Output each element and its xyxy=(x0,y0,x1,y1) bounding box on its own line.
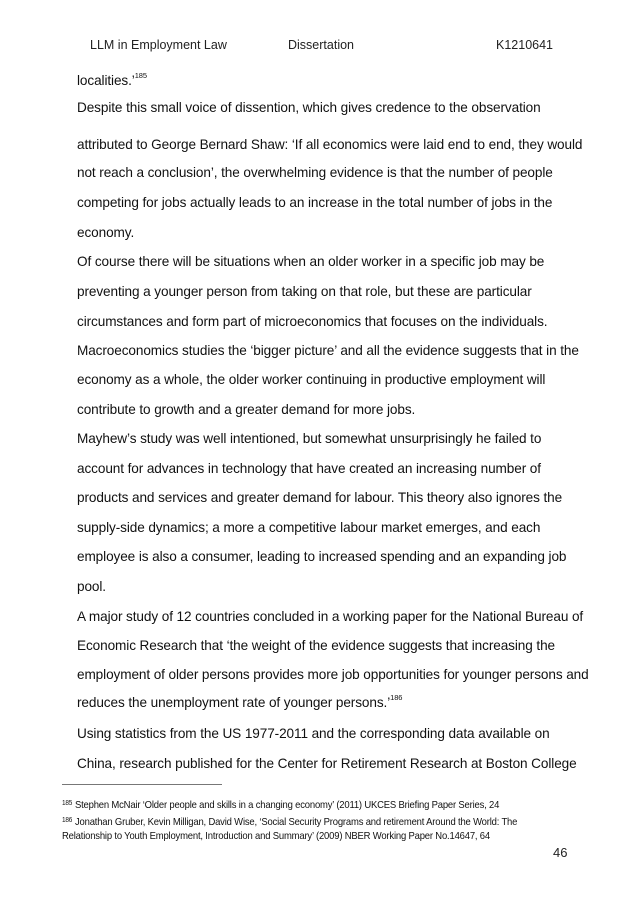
text-line: Of course there will be situations when an older worker in a specific job may be xyxy=(77,254,545,269)
page-header xyxy=(0,38,638,54)
text-line: employment of older persons provides more job opportunities for younger persons and xyxy=(77,667,589,682)
text-line: account for advances in technology that have created an increasing number of xyxy=(77,461,541,476)
text-line: products and services and greater demand for labour. This theory also ignores the xyxy=(77,490,563,505)
text-line: not reach a conclusion’, the overwhelming evidence is that the number of people xyxy=(77,165,553,180)
text-line: competing for jobs actually leads to an increase in the total number of jobs in the xyxy=(77,195,553,210)
footnote-text: Jonathan Gruber, Kevin Milligan, David Wise, ‘Social Security Programs and retirement Around the World: The xyxy=(74,817,518,828)
text-line: economy. xyxy=(77,225,135,240)
footnote-number: 185 xyxy=(62,800,73,807)
header-student-id: K1210641 xyxy=(496,38,554,52)
text-line: employee is also a consumer, leading to increased spending and an expanding job xyxy=(77,549,567,564)
header-document-type: Dissertation xyxy=(288,38,354,52)
footnote-186 xyxy=(62,817,517,828)
text-line: Economic Research that ‘the weight of the evidence suggests that increasing the xyxy=(77,638,555,653)
page-number: 46 xyxy=(553,845,568,860)
footnote-186-continued: Relationship to Youth Employment, Introduction and Summary’ (2009) NBER Working Paper No.14647, 64 xyxy=(62,831,490,842)
footnote-separator xyxy=(62,784,222,785)
text-line: pool. xyxy=(77,579,106,594)
text-line: preventing a younger person from taking on that role, but these are particular xyxy=(77,284,532,299)
text-line: Macroeconomics studies the ‘bigger picture’ and all the evidence suggests that in the xyxy=(77,343,579,358)
header-course: LLM in Employment Law xyxy=(90,38,227,52)
footnote-ref-185: 185 xyxy=(134,71,147,80)
text-line: contribute to growth and a greater demand for more jobs. xyxy=(77,402,416,417)
text-line: A major study of 12 countries concluded in a working paper for the National Bureau of xyxy=(77,609,584,624)
text-line: localities.’$^{185}$ xyxy=(77,71,147,88)
footnote-ref-186: 186 xyxy=(390,693,403,702)
text-line: supply-side dynamics; a more a competitive labour market emerges, and each xyxy=(77,520,541,535)
text-line: Using statistics from the US 1977-2011 and the corresponding data available on xyxy=(77,726,550,741)
text-line: Despite this small voice of dissention, which gives credence to the observation xyxy=(77,100,541,115)
text-line: China, research published for the Center for Retirement Research at Boston College xyxy=(77,756,577,771)
text-line: reduces the unemployment rate of younger persons.’$^{186}$ xyxy=(77,693,403,710)
text-line: attributed to George Bernard Shaw: ‘If all economics were laid end to end, they would xyxy=(77,137,583,152)
footnote-number: 186 xyxy=(62,817,73,824)
footnote-text: Stephen McNair ‘Older people and skills in a changing economy’ (2011) UKCES Briefing Paper Series, 24 xyxy=(74,800,500,811)
text-line: Mayhew’s study was well intentioned, but somewhat unsurprisingly he failed to xyxy=(77,431,542,446)
text-line: economy as a whole, the older worker continuing in productive employment will xyxy=(77,372,546,387)
footnote-185 xyxy=(62,800,499,811)
text-line: circumstances and form part of microeconomics that focuses on the individuals. xyxy=(77,314,548,329)
